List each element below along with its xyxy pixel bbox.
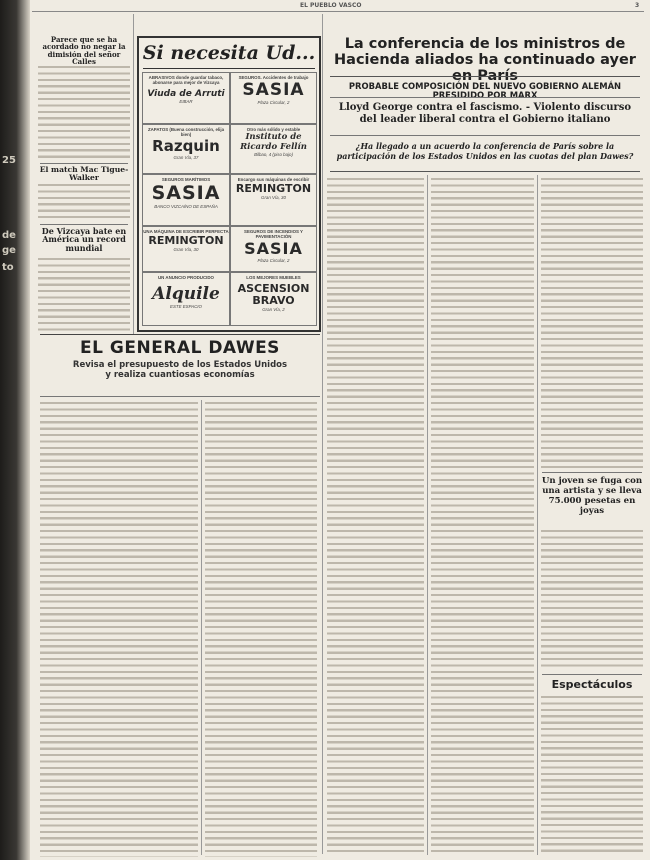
dawes-article-body: [40, 402, 198, 857]
section-rule: [40, 334, 320, 335]
ad-footer: Bilbao, 4 (piso bajo): [254, 152, 293, 157]
ad-footer: Gran Vía, 2: [262, 307, 285, 312]
ad-footer: Gran Vía, 30: [261, 195, 286, 200]
left-story-3: [38, 227, 130, 252]
spine-fragment: ge: [2, 245, 16, 256]
spine-fragment: 25: [2, 155, 16, 166]
dawes-article-body: [205, 402, 317, 857]
running-header: EL PUEBLO VASCO: [300, 2, 362, 9]
ad-caption: Encargo sus máquinas de escribir: [237, 177, 310, 182]
ad-name: SASIA: [244, 239, 303, 258]
deck-3-wrap: [336, 141, 634, 161]
ad-razquin: [142, 124, 230, 174]
left-story-1: [38, 36, 130, 65]
ad-caption: SEGUROS MARÍTIMOS: [161, 177, 211, 182]
dawes-subtitle: Revisa el presupuesto de los Estados Unidos y realiza cuantiosas economías: [72, 360, 288, 380]
deck-2: Lloyd George contra el fascismo. - Violento discurso del leader liberal contra el Gobierno italiano: [338, 102, 632, 125]
deck-2-wrap: [336, 102, 634, 126]
right-story-headline: Un joven se fuga con una artista y se lleva 75.000 pesetas en joyas: [541, 476, 643, 516]
ad-caption: UNA MÁQUINA DE ESCRIBIR PERFECTA: [143, 229, 229, 234]
story-body-text: [38, 66, 130, 162]
page-number: 3: [635, 2, 640, 9]
left-story-2: [38, 166, 130, 182]
ad-footer: BANCO VIZCAÍNO DE ESPAÑA: [154, 204, 218, 209]
deck-1: PROBABLE COMPOSICIÓN DEL NUEVO GOBIERNO ALEMÁN PRESIDIDO POR MARX: [348, 81, 622, 100]
ad-name: Alquile: [152, 284, 220, 304]
ad-sasia-incendios: [230, 226, 317, 272]
espectaculos-listings: [541, 696, 643, 856]
divider: [542, 674, 642, 675]
main-article-body: [327, 178, 424, 856]
right-story-wrap: [541, 476, 643, 516]
binding-spine: [0, 0, 30, 860]
classified-ads-box: [137, 36, 321, 332]
ad-footer: Gran Vía, 37: [173, 155, 199, 160]
divider: [542, 472, 642, 473]
main-article-body: [431, 178, 534, 856]
ad-caption: ZAPATOS (Buena construcción, elija bien): [147, 127, 225, 137]
ad-instituto-fellin: [230, 124, 317, 174]
spine-fragment: to: [2, 262, 14, 273]
main-headline: La conferencia de los ministros de Hacienda aliados ha continuado ayer en París: [334, 36, 636, 84]
ad-caption: LOS MEJORES MUEBLES: [246, 275, 301, 280]
ad-name: ASCENSION BRAVO: [237, 282, 310, 307]
espectaculos-heading: Espectáculos: [551, 678, 633, 691]
ad-name: SASIA: [242, 80, 305, 100]
ad-name: Instituto de Ricardo Fellín: [240, 132, 307, 152]
column-divider: [427, 175, 428, 855]
ad-caption: UN ANUNCIO PRODUCIDO: [158, 275, 214, 280]
ad-sasia-maritimos: [142, 174, 230, 226]
deck-rule: [330, 135, 640, 136]
divider: [40, 163, 128, 164]
ad-caption: SEGUROS DE INCENDIOS Y PAVIMENTACIÓN: [244, 229, 303, 239]
ad-footer: Plaza Circular, 2: [257, 258, 290, 263]
ad-caption: ABRASIVOS donde guardar tabaco, abonarse para mejor de Vizcaya: [148, 75, 224, 85]
dawes-subtitle-wrap: [70, 360, 290, 380]
top-rule: [32, 11, 644, 12]
spine-fragment: de: [2, 230, 16, 241]
headline-rule: [330, 76, 640, 77]
ad-name: REMINGTON: [148, 234, 224, 247]
divider: [40, 224, 128, 225]
ad-name: Viuda de Arruti: [147, 89, 225, 99]
column-divider: [537, 175, 538, 855]
section-rule: [40, 396, 320, 397]
ad-remington-perfecta: [142, 226, 230, 272]
ad-footer: Gran Vía, 30: [173, 247, 199, 252]
dawes-title: EL GENERAL DAWES: [80, 338, 280, 358]
ad-name: REMINGTON: [235, 182, 312, 195]
ad-name: SASIA: [151, 182, 221, 204]
ads-title-rule: [143, 68, 315, 69]
ad-caption: Otro más sólido y estable: [246, 127, 301, 132]
ad-caption: SEGUROS. Accidentes de trabajo: [238, 75, 309, 80]
deck-rule: [330, 97, 640, 98]
ad-sasia-accidentes: [230, 72, 317, 124]
ad-viuda-arruti: [142, 72, 230, 124]
deck-3: ¿Ha llegado a un acuerdo la conferencia de París sobre la participación de los Estados Unidos en las cuotas del plan Dawes?: [336, 141, 634, 161]
ad-ascension-bravo: [230, 272, 317, 326]
story-body-text: [38, 184, 130, 222]
story-headline: Parece que se ha acordado no negar la dimisión del señor Calles: [42, 35, 126, 67]
right-article-body: [541, 178, 643, 468]
story-headline: El match Mac Tigue-Walker: [39, 165, 129, 182]
column-divider: [322, 14, 323, 854]
ad-footer: EIBAR: [179, 99, 193, 104]
right-article-body: [541, 530, 643, 670]
story-body-text: [38, 258, 130, 332]
column-divider: [201, 400, 202, 855]
column-divider: [133, 14, 134, 334]
ad-name: Razquin: [152, 137, 220, 155]
ad-footer: Plaza Circular, 2: [257, 100, 290, 105]
ad-alquile: [142, 272, 230, 326]
ad-footer: ESTE ESPACIO: [170, 304, 202, 309]
story-headline: De Vizcaya bate en América un record mundial: [41, 226, 127, 253]
deck-rule: [330, 171, 640, 172]
ads-title: Si necesita Ud...: [142, 42, 316, 64]
ad-remington-encargo: [230, 174, 317, 226]
